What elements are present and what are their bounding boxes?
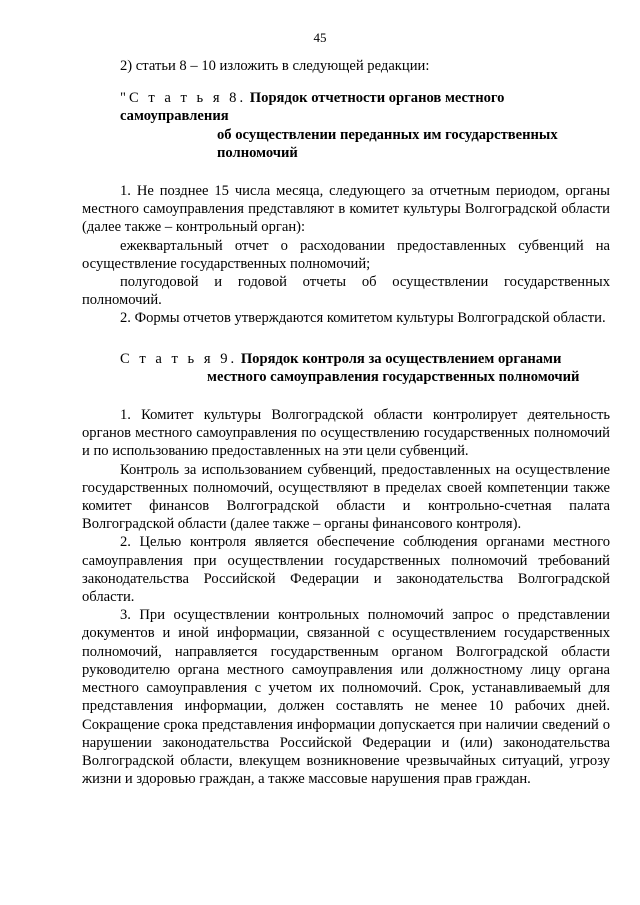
article-9-paragraph: Контроль за использованием субвенций, предоставленных на осуществление государственных полномочий, осуществляют в пределах своей компетенции также комитет финансов Волгоградской области и контрольно-счетная палата Волгоградской области (далее также – органы финансового контроля). [82, 461, 610, 533]
article-8-paragraph: 2. Формы отчетов утверждаются комитетом культуры Волгоградской области. [120, 310, 606, 327]
article-9-title-line1: Порядок контроля за осуществлением органами [240, 350, 562, 367]
article-8-paragraph: 1. Не позднее 15 числа месяца, следующего за отчетным периодом, органы местного самоуправления представляют в комитет культуры Волгоградской области (далее также – контрольный орган): [82, 183, 610, 236]
document-body [82, 57, 610, 788]
article-9-paragraph: 3. При осуществлении контрольных полномочий запрос о представлении документов и иной информации, связанной с осуществлением государственных полномочий, направляется государственным органом Волгоградской области руководителю органа местного самоуправления или должностному лицу органа местного самоуправления с учетом их полномочий. Срок, устанавливаемый для представления информации, должен составлять не менее 10 рабочих дней. Сокращение срока представления информации допускается при наличии сведений о нарушении законодательства Российской Федерации и (или) законодательства Волгоградской области, влекущем возникновение чрезвычайных ситуаций, угрозу жизни и здоровью граждан, а также массовые нарушения прав граждан. [82, 607, 610, 788]
article-8-title-line3: полномочий [217, 144, 298, 161]
intro-line: 2) статьи 8 – 10 изложить в следующей редакции: [120, 58, 430, 74]
page-number: 45 [313, 30, 327, 45]
article-9-heading [82, 350, 610, 386]
article-8-paragraph: ежеквартальный отчет о расходовании предоставленных субвенций на осуществление государственных полномочий; [82, 237, 610, 272]
article-9-prefix: С т а т ь я 9. [120, 350, 238, 367]
article-9-paragraph: 1. Комитет культуры Волгоградской области контролирует деятельность органов местного самоуправления по осуществлению государственных полномочий и по использованию предоставленных на эти цели субвенций. [82, 407, 610, 460]
article-8-heading [82, 89, 610, 162]
article-8-title-line2: об осуществлении переданных им государственных [217, 126, 558, 143]
article-8-title-line1: Порядок отчетности органов местного самоуправления [120, 90, 505, 125]
article-8-prefix: "С т а т ь я 8. [120, 90, 247, 107]
article-8-paragraph: полугодовой и годовой отчеты об осуществлении государственных полномочий. [82, 274, 610, 309]
article-9-title-line2: местного самоуправления государственных полномочий [207, 368, 580, 385]
article-9-paragraph: 2. Целью контроля является обеспечение соблюдения органами местного самоуправления при осуществлении государственных полномочий требований законодательства Российской Федерации и законодательства Волгоградской области. [82, 534, 610, 606]
